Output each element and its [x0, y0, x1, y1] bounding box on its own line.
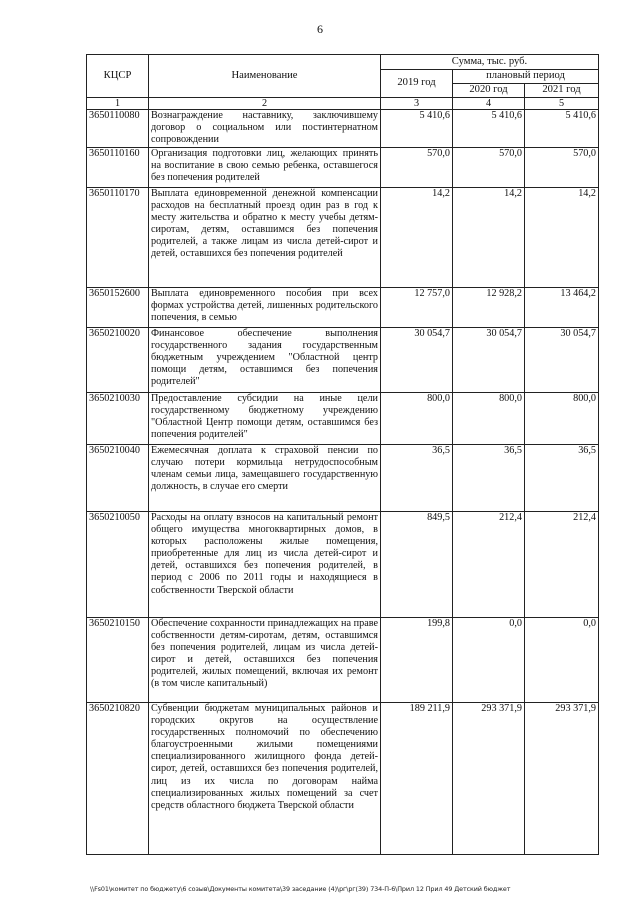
row-value-2021: 0,0 [525, 618, 599, 703]
header-code: КЦСР [87, 55, 149, 98]
row-value-2021: 36,5 [525, 445, 599, 512]
table-row [87, 618, 599, 703]
row-name: Субвенции бюджетам муниципальных районов и городских округов на осуществление государственных полномочий по обеспечению благоустроенными жилыми помещениями специализированного жилищного фонда детей-сирот, детей, оставшихся без попечения родителей, лиц из их числа по договорам найма специализированных жилых помещений за счет средств областного бюджета Тверской области [149, 703, 381, 855]
table-row [87, 512, 599, 618]
column-number: 5 [525, 98, 599, 110]
budget-table [86, 54, 599, 855]
row-value-2019: 849,5 [381, 512, 453, 618]
row-value-2020: 570,0 [453, 148, 525, 188]
table-row [87, 393, 599, 445]
row-name: Ежемесячная доплата к страховой пенсии по случаю потери кормильца нетрудоспособным членам семьи лица, замещавшего государственную должность, в случае его смерти [149, 445, 381, 512]
row-value-2020: 5 410,6 [453, 110, 525, 148]
row-code: 3650152600 [87, 288, 149, 328]
header-sum: Сумма, тыс. руб. [381, 55, 599, 70]
row-name: Выплата единовременного пособия при всех формах устройства детей, лишенных родительского попечения, в семью [149, 288, 381, 328]
column-number: 1 [87, 98, 149, 110]
row-value-2019: 199,8 [381, 618, 453, 703]
row-value-2019: 36,5 [381, 445, 453, 512]
row-value-2021: 13 464,2 [525, 288, 599, 328]
row-value-2021: 14,2 [525, 188, 599, 288]
row-code: 3650210040 [87, 445, 149, 512]
row-value-2021: 293 371,9 [525, 703, 599, 855]
table-row [87, 148, 599, 188]
table-row [87, 703, 599, 855]
row-value-2021: 800,0 [525, 393, 599, 445]
row-value-2021: 570,0 [525, 148, 599, 188]
row-code: 3650210030 [87, 393, 149, 445]
row-value-2021: 5 410,6 [525, 110, 599, 148]
table-row [87, 445, 599, 512]
row-value-2019: 12 757,0 [381, 288, 453, 328]
row-name: Расходы на оплату взносов на капитальный ремонт общего имущества многоквартирных домов, в которых расположены жилые помещения, приобретенные для лиц из числа детей-сирот и детей, оставшихся без попечения родителей, в период с 2006 по 2011 годы и находящиеся в собственности Тверской области [149, 512, 381, 618]
row-value-2019: 14,2 [381, 188, 453, 288]
row-value-2021: 30 054,7 [525, 328, 599, 393]
row-code: 3650110160 [87, 148, 149, 188]
row-value-2019: 5 410,6 [381, 110, 453, 148]
row-value-2019: 570,0 [381, 148, 453, 188]
row-name: Предоставление субсидии на иные цели государственному бюджетному учреждению "Областной Центр помощи детям, оставшимся без попечения родителей" [149, 393, 381, 445]
row-code: 3650210820 [87, 703, 149, 855]
footer-file-path: \\Fs01\комитет по бюджету\6 созыв\Документы комитета\39 заседание (4)\рг\рг(39) 734-П-6\Прил 12 Прил 49 Детский бюджет [90, 885, 511, 893]
column-number: 3 [381, 98, 453, 110]
row-code: 3650110170 [87, 188, 149, 288]
row-value-2019: 189 211,9 [381, 703, 453, 855]
row-value-2020: 212,4 [453, 512, 525, 618]
header-planning-period: плановый период [453, 70, 599, 84]
column-number-row [87, 98, 599, 110]
header-year-2020: 2020 год [453, 84, 525, 98]
column-number: 4 [453, 98, 525, 110]
row-name: Выплата единовременной денежной компенсации расходов на бесплатный проезд один раз в год к месту жительства и обратно к месту учебы детям-сиротам, детям, оставшимся без попечения родителей, а также лицам из числа детей-сирот и детей, оставшихся без попечения родителей [149, 188, 381, 288]
table-row [87, 288, 599, 328]
header-name: Наименование [149, 55, 381, 98]
row-name: Финансовое обеспечение выполнения государственного задания государственным бюджетным учреждением "Областной центр помощи детям, оставшимся без попечения родителей" [149, 328, 381, 393]
row-value-2020: 30 054,7 [453, 328, 525, 393]
row-code: 3650210050 [87, 512, 149, 618]
table-row [87, 328, 599, 393]
row-value-2020: 293 371,9 [453, 703, 525, 855]
row-code: 3650110080 [87, 110, 149, 148]
row-value-2019: 800,0 [381, 393, 453, 445]
page-number: 6 [317, 22, 323, 36]
table-row [87, 188, 599, 288]
row-value-2020: 800,0 [453, 393, 525, 445]
row-code: 3650210150 [87, 618, 149, 703]
row-value-2020: 36,5 [453, 445, 525, 512]
row-value-2020: 14,2 [453, 188, 525, 288]
header-year-2019: 2019 год [381, 70, 453, 98]
row-name: Организация подготовки лиц, желающих принять на воспитание в свою семью ребенка, оставшегося без попечения родителей [149, 148, 381, 188]
row-name: Вознаграждение наставнику, заключившему договор о социальном или постинтернатном сопровождении [149, 110, 381, 148]
row-code: 3650210020 [87, 328, 149, 393]
table-row [87, 110, 599, 148]
header-year-2021: 2021 год [525, 84, 599, 98]
row-value-2020: 0,0 [453, 618, 525, 703]
row-value-2019: 30 054,7 [381, 328, 453, 393]
row-name: Обеспечение сохранности принадлежащих на праве собственности детям-сиротам, детям, оставшимся без попечения родителей, лицам из числа детей-сирот и детей, оставшихся без попечения родителей, жилых помещений, включая их ремонт (в том числе капитальный) [149, 618, 381, 703]
row-value-2020: 12 928,2 [453, 288, 525, 328]
column-number: 2 [149, 98, 381, 110]
row-value-2021: 212,4 [525, 512, 599, 618]
